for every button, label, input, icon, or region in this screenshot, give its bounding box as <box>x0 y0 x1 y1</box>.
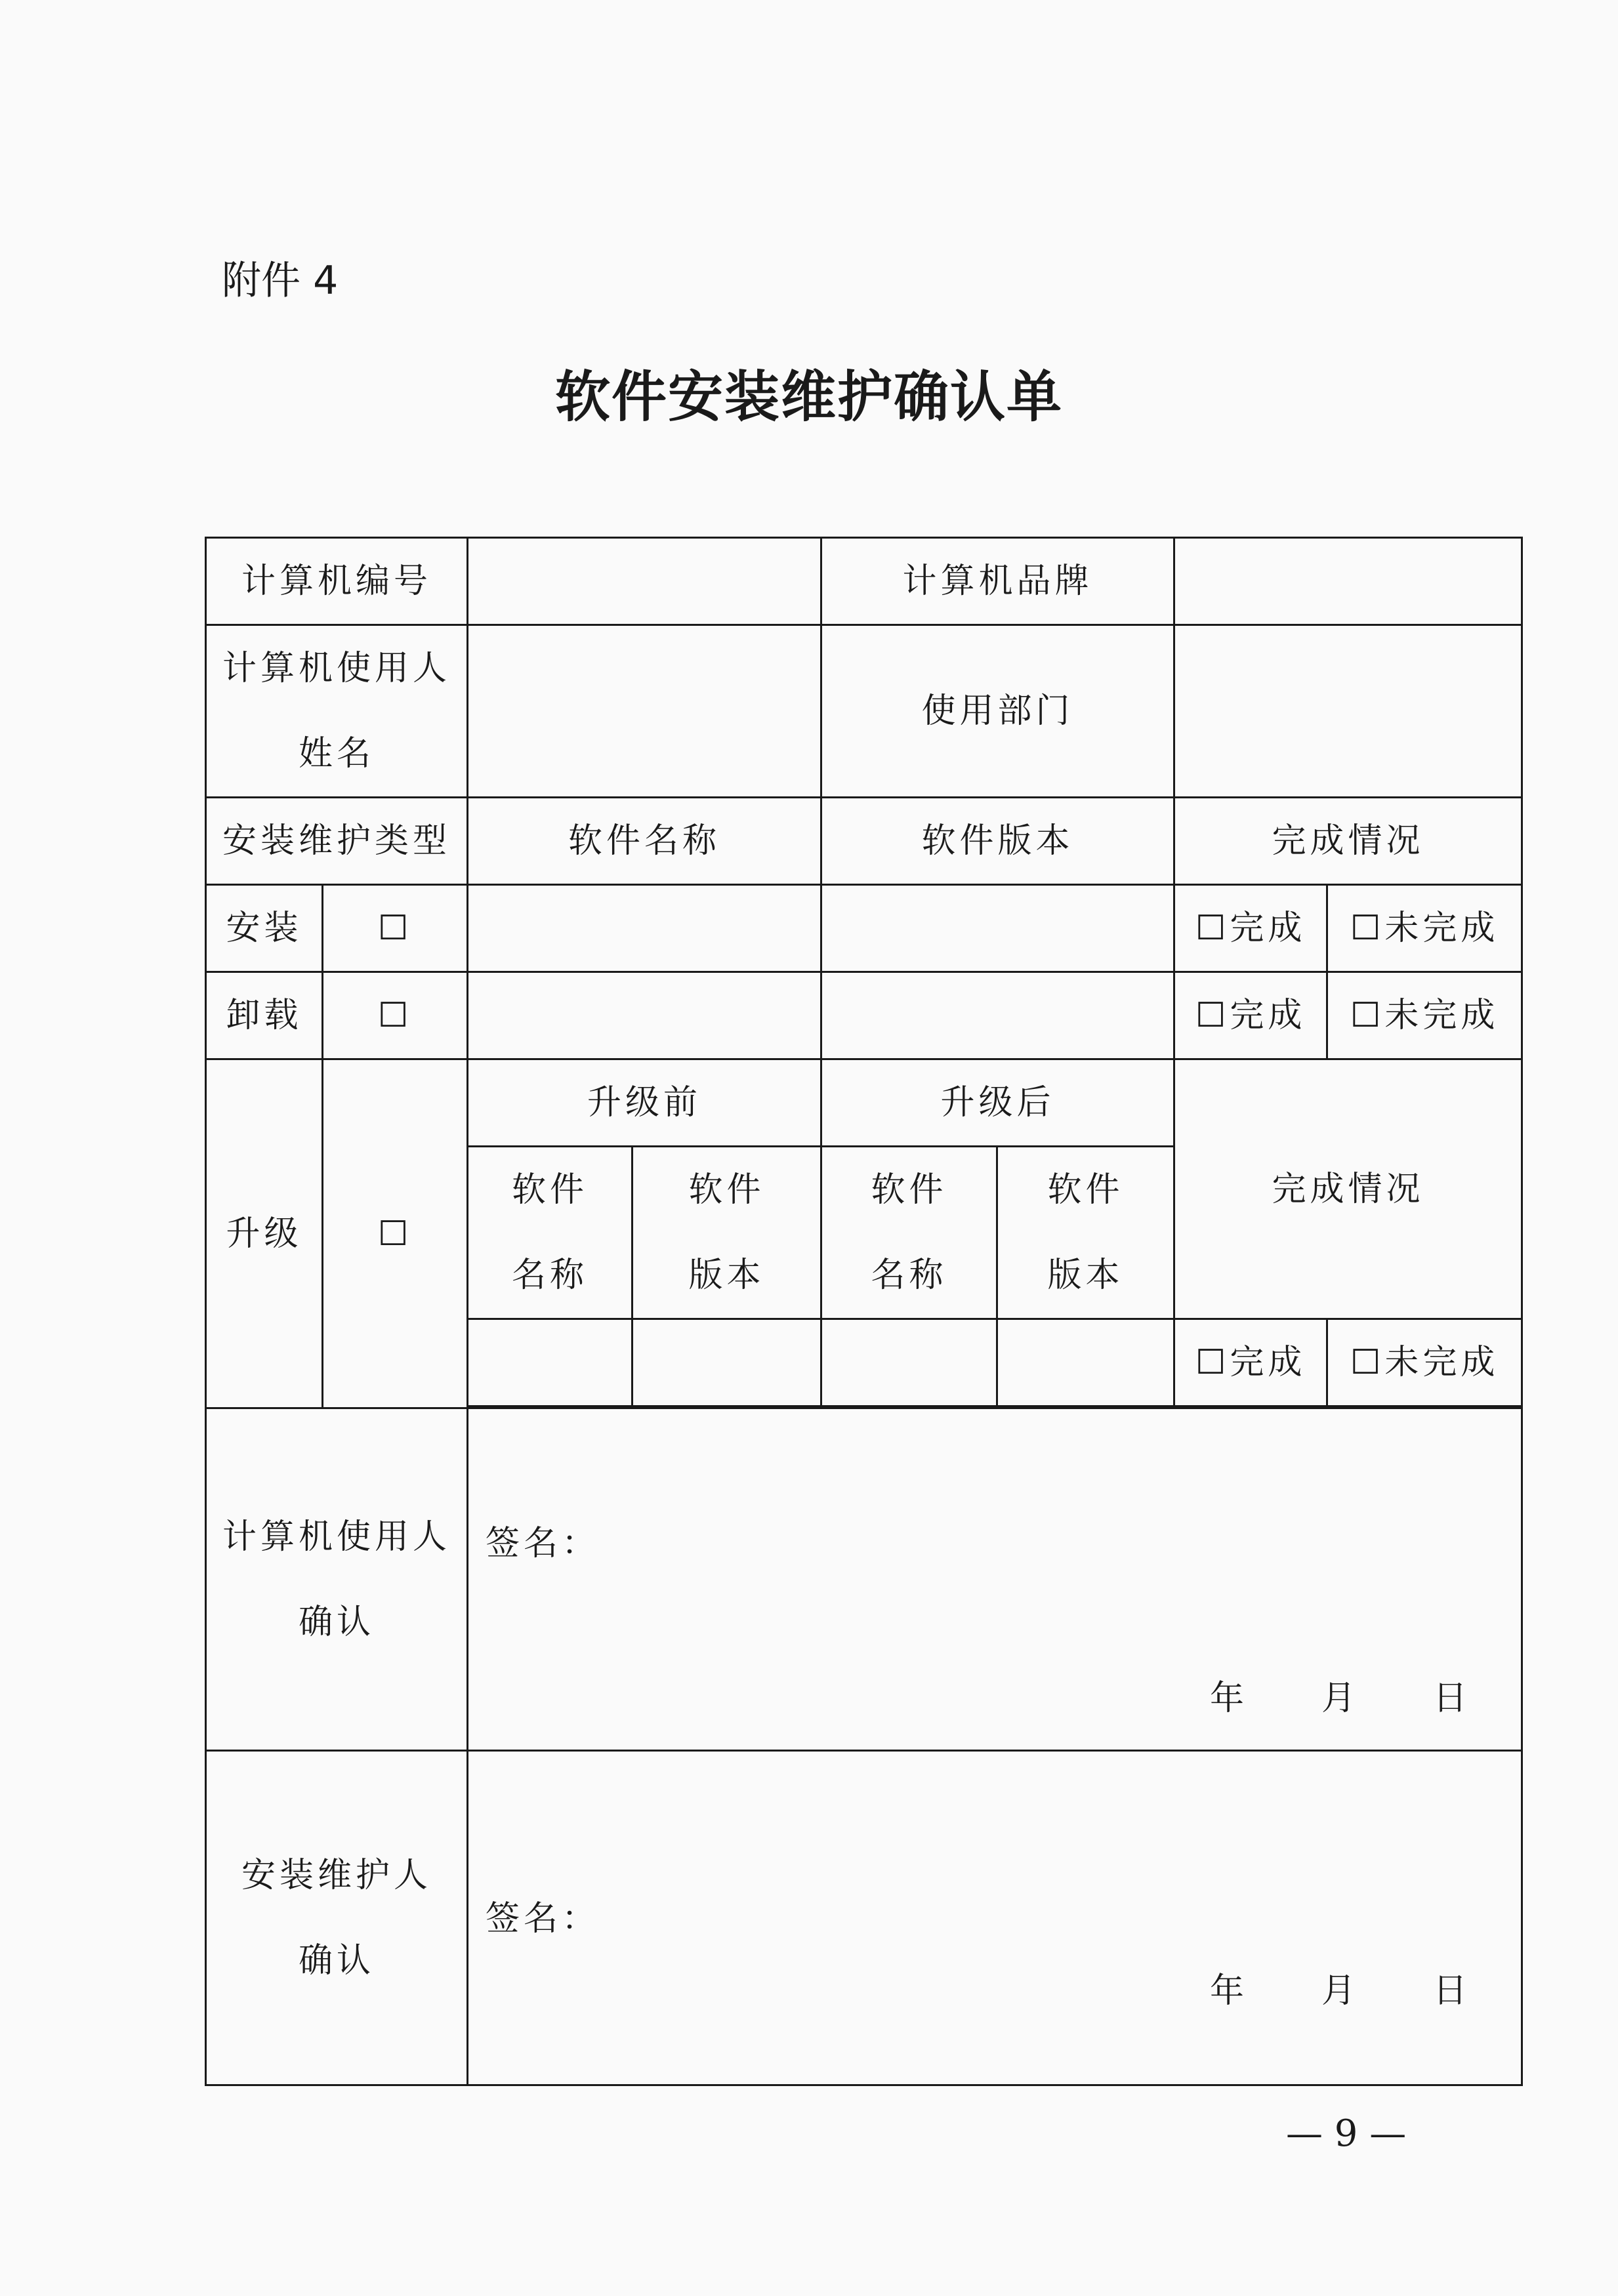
user-date-row <box>1173 1656 1508 1741</box>
maintainer-date-day: 日 <box>1433 1971 1472 2011</box>
after-software-name-field[interactable] <box>821 1319 997 1406</box>
maintainer-signature-area[interactable] <box>468 1751 1522 2085</box>
user-name-label-line1: 计算机使用人 <box>222 649 451 688</box>
page-number: — 9 — <box>1286 2112 1407 2155</box>
maintainer-date-row <box>1173 1948 1508 2034</box>
user-confirm-label <box>206 1408 468 1751</box>
uninstall-software-version-field[interactable] <box>821 972 1174 1059</box>
after-software-version-field[interactable] <box>997 1319 1174 1406</box>
maintainer-signature-label: 签名： <box>486 1899 600 1938</box>
install-not-done-checkbox[interactable]: ☐未完成 <box>1327 885 1522 972</box>
computer-no-label: 计算机编号 <box>206 538 468 625</box>
user-signature-label: 签名： <box>486 1524 600 1563</box>
after-version-line2: 版本 <box>1047 1256 1124 1295</box>
before-name-line2: 名称 <box>512 1256 589 1295</box>
maintainer-date-month: 月 <box>1321 1971 1360 2011</box>
before-version-line1: 软件 <box>688 1170 765 1210</box>
user-signature-area[interactable] <box>468 1408 1522 1751</box>
install-checkbox[interactable]: ☐ <box>323 885 468 972</box>
department-label: 使用部门 <box>821 625 1174 798</box>
before-software-version-field[interactable] <box>633 1319 821 1406</box>
upgrade-checkbox[interactable]: ☐ <box>323 1059 468 1408</box>
user-name-label <box>206 625 468 798</box>
attachment-label: 附件 4 <box>222 258 339 304</box>
user-confirm-line2: 确认 <box>299 1602 375 1642</box>
upgrade-done-checkbox[interactable]: ☐完成 <box>1174 1319 1327 1406</box>
uninstall-checkbox[interactable]: ☐ <box>323 972 468 1059</box>
user-date-month: 月 <box>1321 1679 1360 1718</box>
uninstall-label: 卸载 <box>206 972 323 1059</box>
before-name-line1: 软件 <box>512 1170 589 1210</box>
upgrade-label: 升级 <box>206 1059 323 1408</box>
before-upgrade-header: 升级前 <box>468 1059 821 1147</box>
maintainer-confirm-label <box>206 1751 468 2085</box>
install-software-name-field[interactable] <box>468 885 821 972</box>
after-name-line2: 名称 <box>871 1256 947 1295</box>
before-software-name-header <box>468 1147 633 1319</box>
before-software-name-field[interactable] <box>468 1319 633 1406</box>
col-header-software-name: 软件名称 <box>468 798 821 885</box>
computer-brand-field[interactable] <box>1174 538 1522 625</box>
uninstall-done-checkbox[interactable]: ☐完成 <box>1174 972 1327 1059</box>
user-date-year: 年 <box>1210 1679 1249 1718</box>
user-name-label-line2: 姓名 <box>299 734 375 773</box>
col-header-completion: 完成情况 <box>1174 798 1522 885</box>
after-software-version-header <box>997 1147 1174 1319</box>
upgrade-completion-header: 完成情况 <box>1174 1059 1522 1319</box>
user-confirm-line1: 计算机使用人 <box>222 1517 451 1557</box>
maintainer-date-year: 年 <box>1210 1971 1249 2011</box>
col-header-type: 安装维护类型 <box>206 798 468 885</box>
after-upgrade-header: 升级后 <box>821 1059 1174 1147</box>
computer-brand-label: 计算机品牌 <box>821 538 1174 625</box>
after-name-line1: 软件 <box>871 1170 947 1210</box>
install-done-checkbox[interactable]: ☐完成 <box>1174 885 1327 972</box>
install-software-version-field[interactable] <box>821 885 1174 972</box>
before-version-line2: 版本 <box>688 1256 765 1295</box>
department-field[interactable] <box>1174 625 1522 798</box>
col-header-software-version: 软件版本 <box>821 798 1174 885</box>
upgrade-not-done-checkbox[interactable]: ☐未完成 <box>1327 1319 1522 1406</box>
before-software-version-header <box>633 1147 821 1319</box>
uninstall-software-name-field[interactable] <box>468 972 821 1059</box>
uninstall-not-done-checkbox[interactable]: ☐未完成 <box>1327 972 1522 1059</box>
user-date-day: 日 <box>1433 1679 1472 1718</box>
maintainer-confirm-line1: 安装维护人 <box>241 1855 432 1895</box>
confirmation-form-table <box>205 537 1523 2086</box>
maintainer-confirm-line2: 确认 <box>299 1940 375 1980</box>
user-name-field[interactable] <box>468 625 821 798</box>
install-label: 安装 <box>206 885 323 972</box>
computer-no-field[interactable] <box>468 538 821 625</box>
after-software-name-header <box>821 1147 997 1319</box>
page-title: 软件安装维护确认单 <box>554 365 1063 429</box>
after-version-line1: 软件 <box>1047 1170 1124 1210</box>
